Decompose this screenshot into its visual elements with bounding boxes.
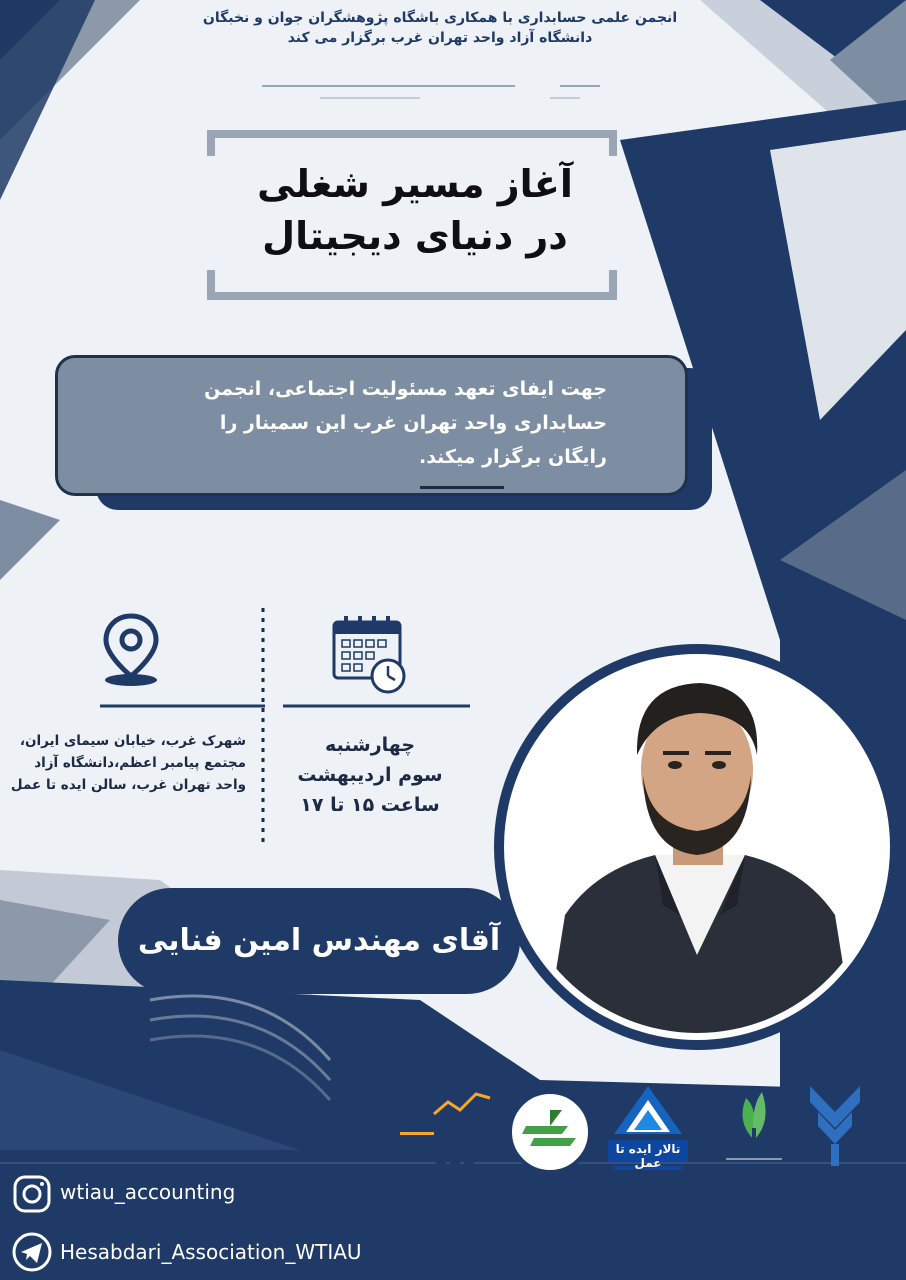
header-line-2: دانشگاه آزاد واحد تهران غرب برگزار می کند	[287, 30, 593, 46]
notice-line-3: رایگان برگزار میکند.	[418, 446, 607, 468]
notice-text	[95, 372, 607, 474]
research-club-logo-icon	[716, 1078, 792, 1170]
notice-line-1: جهت ایفای تعهد مسئولیت اجتماعی، انجمن	[204, 378, 607, 400]
accounting-growth-logo-icon	[394, 1088, 498, 1174]
address-line-1: شهرک غرب، خیابان سیمای ایران،	[19, 733, 246, 749]
event-time: ساعت ۱۵ تا ۱۷	[300, 794, 440, 816]
location-pin-icon	[98, 612, 164, 688]
event-date: سوم اردیبهشت	[297, 764, 443, 786]
event-address	[0, 730, 246, 796]
notice-line-2: حسابداری واحد تهران غرب این سمینار را	[219, 412, 607, 434]
instagram-icon	[12, 1174, 52, 1214]
sponsor-logo-text: تالار ایده تا عمل	[615, 1142, 681, 1170]
calendar-clock-icon	[330, 612, 410, 696]
university-logo-icon	[806, 1082, 864, 1170]
header	[120, 8, 760, 48]
address-line-3: واحد تهران غرب، سالن ایده تا عمل	[10, 777, 246, 793]
event-datetime	[280, 730, 460, 820]
event-day: چهارشنبه	[324, 734, 416, 756]
green-circle-logo-icon	[506, 1088, 594, 1176]
instagram-handle[interactable]: wtiau_accounting	[60, 1180, 236, 1204]
title-line-1: آغاز مسیر شغلی	[257, 162, 573, 206]
speaker-photo	[505, 655, 889, 1039]
header-line-1: انجمن علمی حسابداری با همکاری باشگاه پژوهشگران جوان و نخبگان	[202, 10, 678, 26]
notice-underline	[420, 486, 504, 489]
telegram-handle[interactable]: Hesabdari_Association_WTIAU	[60, 1240, 362, 1264]
address-line-2: مجتمع پیامبر اعظم،دانشگاه آزاد	[34, 755, 246, 771]
page-title	[220, 158, 610, 262]
telegram-icon	[12, 1232, 52, 1272]
speaker-name: آقای مهندس امین فنایی	[137, 923, 501, 958]
title-line-2: در دنیای دیجیتال	[262, 214, 568, 258]
